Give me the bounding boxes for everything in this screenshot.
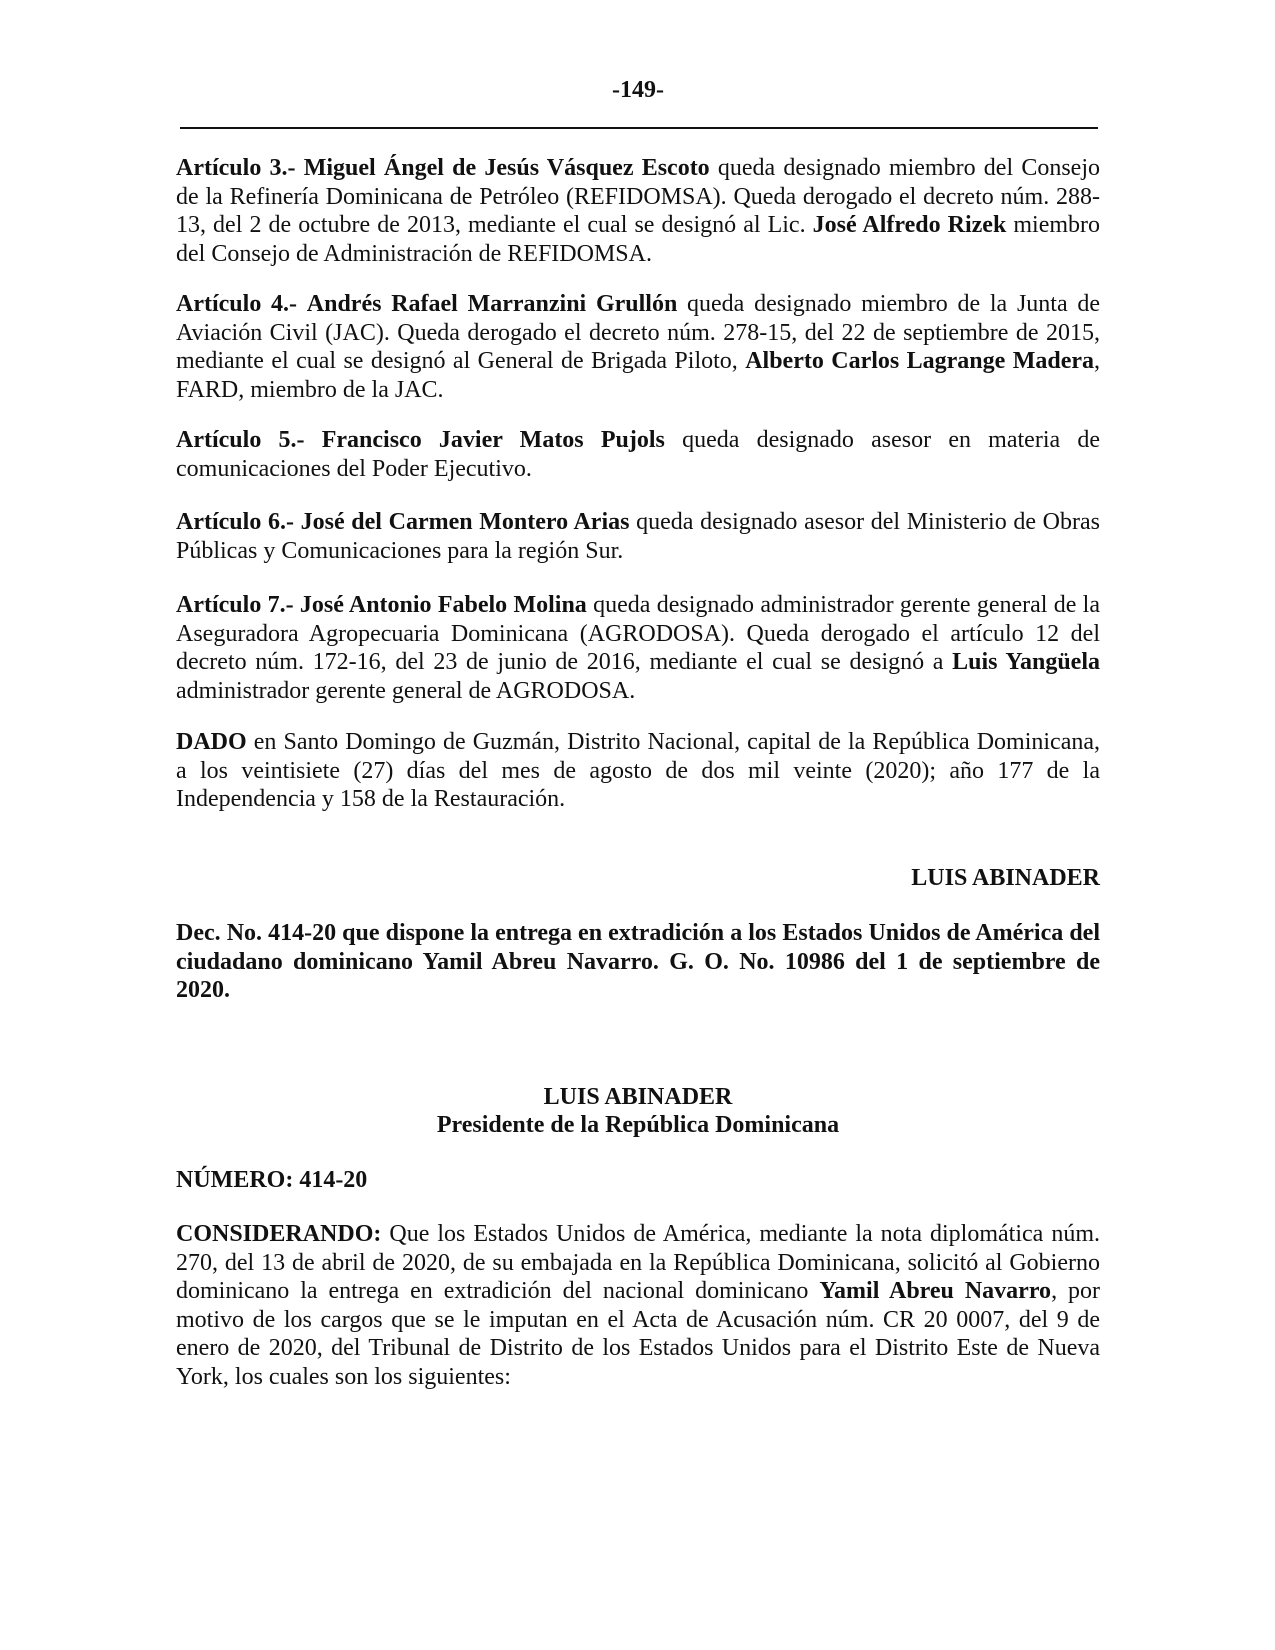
article-3 — [176, 154, 1100, 268]
article-7-name-2: Luis Yangüela — [952, 649, 1101, 675]
article-4-text: queda designado miembro de la Junta de Aviación Civil (JAC). Queda derogado el decreto núm. 278-15, del 22 de septiembre de 2015, mediante el cual se designó al General de Brigada Piloto, — [176, 291, 1100, 374]
article-4 — [176, 290, 1100, 404]
article-6 — [176, 508, 1100, 565]
dado-paragraph — [176, 728, 1100, 814]
header-name: LUIS ABINADER — [543, 1084, 733, 1110]
article-7-name: José Antonio Fabelo Molina — [299, 592, 587, 618]
considerando-label: CONSIDERANDO: — [176, 1221, 382, 1247]
considerando-text: Que los Estados Unidos de América, mediante la nota diplomática núm. 270, del 13 de abril de 2020, de su embajada en la República Dominicana, solicitó al Gobierno dominicano la entrega en extradición del nacional dominicano — [176, 1221, 1100, 1304]
article-3-text: queda designado miembro del Consejo de la Refinería Dominicana de Petróleo (REFIDOMSA). Queda derogado el decreto núm. 288-13, del 2 de octubre de 2013, mediante el cual se designó al Lic. — [176, 155, 1100, 238]
article-7-label: Artículo 7.- — [176, 592, 294, 618]
article-7-text-2: administrador gerente general de AGRODOSA. — [176, 677, 636, 704]
article-6-name: José del Carmen Montero Arias — [300, 509, 630, 535]
article-4-name-2: Alberto Carlos Lagrange Madera — [745, 348, 1094, 374]
decree-title: Dec. No. 414-20 que dispone la entrega en extradición a los Estados Unidos de América del ciudadano dominicano Yamil Abreu Navarro. G. O. No. 10986 del 1 de septiembre de 2020. — [176, 920, 1100, 1003]
article-4-name: Andrés Rafael Marranzini Grullón — [306, 291, 678, 317]
article-3-label: Artículo 3.- — [176, 155, 296, 181]
article-6-text: queda designado asesor del Ministerio de Obras Públicas y Comunicaciones para la región Sur. — [176, 509, 1101, 564]
article-3-text-2: miembro del Consejo de Administración de REFIDOMSA. — [176, 212, 1101, 267]
considerando-name: Yamil Abreu Navarro — [819, 1278, 1052, 1304]
article-7 — [176, 591, 1100, 705]
article-7-text: queda designado administrador gerente general de la Aseguradora Agropecuaria Dominicana (AGRODOSA). Queda derogado el artículo 12 del decreto núm. 172-16, del 23 de junio de 2016, mediante el cual se designó a — [176, 592, 1101, 675]
signature: LUIS ABINADER — [911, 865, 1100, 891]
considerando-paragraph — [176, 1220, 1100, 1391]
considerando-text-2: , por motivo de los cargos que se le imputan en el Acta de Acusación núm. CR 20 0007, del 9 de enero de 2020, del Tribunal de Distrito de los Estados Unidos para el Distrito Este de Nueva York, los cuales son los siguientes: — [176, 1278, 1101, 1390]
article-5-name: Francisco Javier Matos Pujols — [321, 427, 665, 453]
article-4-text-2: , FARD, miembro de la JAC. — [176, 348, 1100, 403]
dado-label: DADO — [176, 729, 247, 755]
header-rule — [180, 127, 1098, 129]
article-4-label: Artículo 4.- — [176, 291, 298, 317]
article-5-text: queda designado asesor en materia de comunicaciones del Poder Ejecutivo. — [176, 427, 1100, 482]
article-5-label: Artículo 5.- — [176, 427, 305, 453]
article-6-label: Artículo 6.- — [176, 509, 294, 535]
dado-text: en Santo Domingo de Guzmán, Distrito Nacional, capital de la República Dominicana, a los veintisiete (27) días del mes de agosto de dos mil veinte (2020); año 177 de la Independencia y 158 de la Restauración. — [176, 729, 1100, 812]
article-3-name: Miguel Ángel de Jesús Vásquez Escoto — [303, 155, 710, 181]
document-page — [176, 0, 1100, 1650]
header-office: Presidente de la República Dominicana — [436, 1112, 840, 1138]
article-5 — [176, 426, 1100, 483]
article-3-name-2: José Alfredo Rizek — [812, 212, 1007, 238]
decree-number: NÚMERO: 414-20 — [176, 1167, 368, 1193]
page-number: -149- — [612, 77, 664, 103]
